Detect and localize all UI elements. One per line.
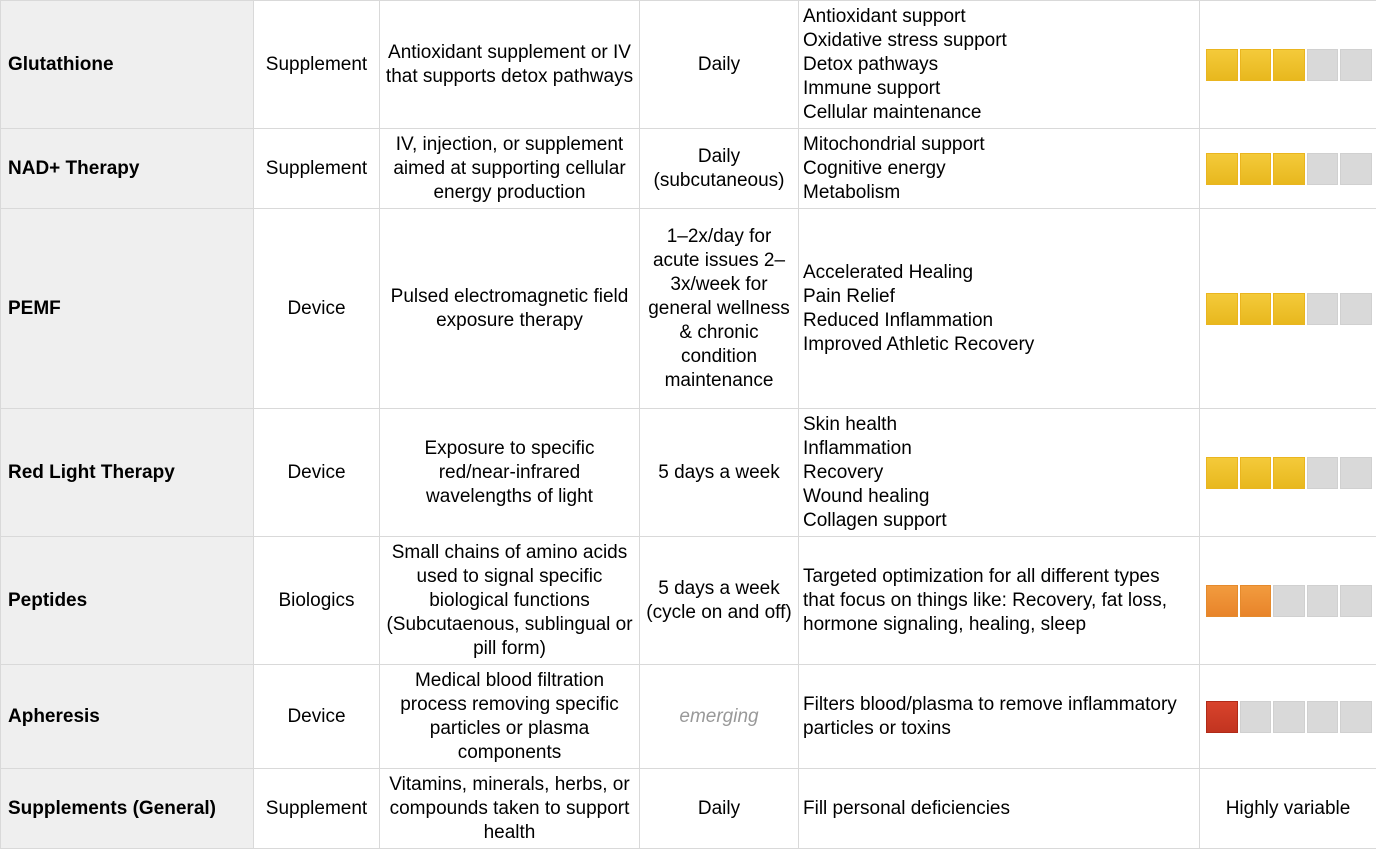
rating-bar [1204,153,1372,185]
rating-segment-empty [1340,585,1372,617]
therapy-description[interactable]: Antioxidant supplement or IV that supports detox pathways [380,1,640,129]
therapy-frequency[interactable]: emerging [640,665,799,769]
rating-segment-empty [1307,585,1339,617]
rating-cell[interactable] [1200,665,1376,769]
therapy-type[interactable]: Supplement [254,769,380,849]
benefit-item: Pain Relief [803,285,1195,309]
therapy-benefits[interactable] [799,1,1200,129]
rating-segment-empty [1340,293,1372,325]
table-row [1,409,1376,537]
rating-cell[interactable] [1200,409,1376,537]
therapy-frequency[interactable]: Daily [640,1,799,129]
therapy-type[interactable]: Supplement [254,129,380,209]
rating-segment-empty [1273,701,1305,733]
table-row [1,665,1376,769]
therapy-type[interactable]: Biologics [254,537,380,665]
benefit-item: Detox pathways [803,53,1195,77]
rating-segment-filled [1206,457,1238,489]
rating-segment-empty [1307,293,1339,325]
therapy-name[interactable]: Apheresis [1,665,254,769]
therapy-description[interactable]: Vitamins, minerals, herbs, or compounds taken to support health [380,769,640,849]
rating-bar [1204,701,1372,733]
table-row [1,209,1376,409]
therapy-benefits[interactable] [799,209,1200,409]
rating-segment-empty [1273,585,1305,617]
rating-bar [1204,585,1372,617]
therapy-benefits[interactable] [799,129,1200,209]
rating-segment-filled [1206,585,1238,617]
rating-cell[interactable] [1200,129,1376,209]
rating-cell[interactable] [1200,209,1376,409]
therapy-description[interactable]: IV, injection, or supplement aimed at supporting cellular energy production [380,129,640,209]
rating-segment-filled [1206,153,1238,185]
therapy-name[interactable]: Glutathione [1,1,254,129]
therapy-benefits[interactable] [799,665,1200,769]
therapy-frequency[interactable]: 5 days a week (cycle on and off) [640,537,799,665]
therapy-name[interactable]: Peptides [1,537,254,665]
rating-segment-empty [1240,701,1272,733]
benefit-item: Antioxidant support [803,5,1195,29]
rating-segment-filled [1240,293,1272,325]
therapy-frequency[interactable]: Daily [640,769,799,849]
rating-segment-filled [1240,49,1272,81]
table-row [1,1,1376,129]
table-row [1,129,1376,209]
rating-cell[interactable] [1200,537,1376,665]
rating-segment-filled [1240,585,1272,617]
rating-segment-empty [1307,49,1339,81]
benefit-item: Reduced Inflammation [803,309,1195,333]
benefit-item: Mitochondrial support [803,133,1195,157]
benefit-item: Cognitive energy [803,157,1195,181]
therapy-benefits[interactable] [799,537,1200,665]
rating-segment-empty [1340,457,1372,489]
rating-segment-empty [1307,457,1339,489]
therapy-description[interactable]: Medical blood filtration process removing specific particles or plasma components [380,665,640,769]
rating-bar [1204,457,1372,489]
therapy-type[interactable]: Supplement [254,1,380,129]
therapy-type[interactable]: Device [254,409,380,537]
rating-segment-filled [1273,457,1305,489]
rating-segment-filled [1206,701,1238,733]
rating-segment-filled [1206,49,1238,81]
rating-cell[interactable] [1200,1,1376,129]
rating-segment-filled [1206,293,1238,325]
benefit-item: Immune support [803,77,1195,101]
therapy-benefits[interactable] [799,409,1200,537]
rating-bar [1204,49,1372,81]
benefit-item: Accelerated Healing [803,261,1195,285]
benefit-item: Metabolism [803,181,1195,205]
therapy-description[interactable]: Pulsed electromagnetic field exposure therapy [380,209,640,409]
therapy-frequency[interactable]: 1–2x/day for acute issues 2–3x/week for general wellness & chronic condition maintenance [640,209,799,409]
therapy-type[interactable]: Device [254,665,380,769]
therapy-name[interactable]: Supplements (General) [1,769,254,849]
therapy-name[interactable]: Red Light Therapy [1,409,254,537]
therapy-description[interactable]: Exposure to specific red/near-infrared wavelengths of light [380,409,640,537]
rating-segment-empty [1340,49,1372,81]
benefit-item: Targeted optimization for all different types that focus on things like: Recovery, fat loss, hormone signaling, healing, sleep [803,565,1195,637]
rating-segment-filled [1273,49,1305,81]
therapy-frequency[interactable]: 5 days a week [640,409,799,537]
benefit-item: Wound healing [803,485,1195,509]
rating-bar [1204,293,1372,325]
therapy-frequency[interactable]: Daily (subcutaneous) [640,129,799,209]
rating-segment-empty [1340,701,1372,733]
therapy-description[interactable]: Small chains of amino acids used to signal specific biological functions (Subcutaenous, sublingual or pill form) [380,537,640,665]
rating-segment-empty [1307,701,1339,733]
rating-text[interactable]: Highly variable [1200,769,1376,849]
therapy-type[interactable]: Device [254,209,380,409]
rating-segment-filled [1273,153,1305,185]
therapy-name[interactable]: NAD+ Therapy [1,129,254,209]
benefit-item: Filters blood/plasma to remove inflammatory particles or toxins [803,693,1195,741]
rating-segment-empty [1340,153,1372,185]
benefit-item: Cellular maintenance [803,101,1195,125]
benefit-item: Inflammation [803,437,1195,461]
therapy-name[interactable]: PEMF [1,209,254,409]
therapy-benefits[interactable] [799,769,1200,849]
table-row [1,537,1376,665]
benefit-item: Oxidative stress support [803,29,1195,53]
rating-segment-filled [1240,153,1272,185]
benefit-item: Fill personal deficiencies [803,797,1195,821]
rating-segment-filled [1273,293,1305,325]
benefit-item: Collagen support [803,509,1195,533]
table-row [1,769,1376,849]
rating-segment-filled [1240,457,1272,489]
rating-segment-empty [1307,153,1339,185]
benefit-item: Skin health [803,413,1195,437]
benefit-item: Recovery [803,461,1195,485]
benefit-item: Improved Athletic Recovery [803,333,1195,357]
